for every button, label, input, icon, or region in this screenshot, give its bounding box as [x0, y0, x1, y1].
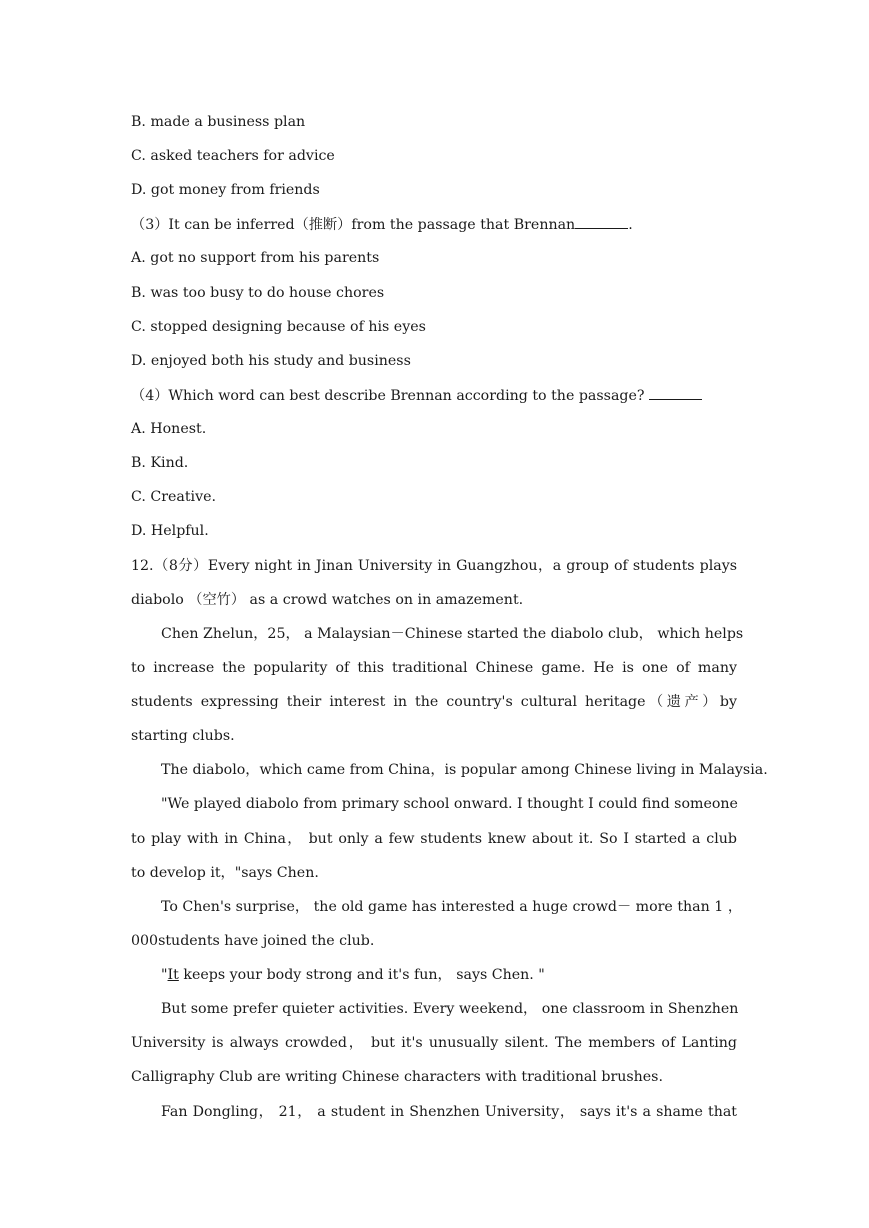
- quote-rest: keeps your body strong and it's fun， says Chen. ": [178, 967, 545, 983]
- q4-option-b: B. Kind.: [131, 455, 189, 471]
- quote-open: ": [161, 967, 168, 983]
- paragraph-line: Fan Dongling， 21， a student in Shenzhen University， says it's a shame that: [161, 1104, 737, 1120]
- q12-heading-cont: diabolo （空竹） as a crowd watches on in amazement.: [131, 592, 524, 608]
- paragraph-line: to develop it，"says Chen.: [131, 865, 319, 881]
- q4-stem: [131, 385, 737, 406]
- q3-option-c: C. stopped designing because of his eyes: [131, 319, 426, 335]
- paragraph-line: Chen Zhelun，25， a Malaysian－Chinese started the diabolo club， which helps: [161, 626, 744, 642]
- q3-option-b: B. was too busy to do house chores: [131, 285, 385, 301]
- paragraph-line: But some prefer quieter activities. Every weekend， one classroom in Shenzhen: [161, 1001, 739, 1017]
- q2-option-c: C. asked teachers for advice: [131, 148, 335, 164]
- q2-option-b: B. made a business plan: [131, 114, 306, 130]
- paragraph-line: 000students have joined the club.: [131, 933, 375, 949]
- answer-blank: [575, 214, 628, 229]
- paragraph-line: To Chen's surprise， the old game has interested a huge crowd－ more than 1 ，: [161, 899, 743, 915]
- paragraph-line: students expressing their interest in the country's cultural heritage（遗产）by: [131, 694, 737, 710]
- paragraph-line: to increase the popularity of this traditional Chinese game. He is one of many: [131, 660, 737, 676]
- q4-option-d: D. Helpful.: [131, 523, 209, 539]
- paragraph-line: Calligraphy Club are writing Chinese characters with traditional brushes.: [131, 1069, 663, 1085]
- q3-option-d: D. enjoyed both his study and business: [131, 353, 411, 369]
- paragraph-line: University is always crowded， but it's unusually silent. The members of Lanting: [131, 1035, 737, 1051]
- q3-stem-end: .: [628, 217, 633, 233]
- paragraph-line: "We played diabolo from primary school onward. I thought I could find someone: [161, 796, 738, 812]
- q3-option-a: A. got no support from his parents: [131, 250, 380, 266]
- q4-stem-text: （4）Which word can best describe Brennan according to the passage?: [131, 388, 645, 404]
- q4-option-c: C. Creative.: [131, 489, 217, 505]
- q12-heading: 12.（8分）Every night in Jinan University in Guangzhou，a group of students plays: [131, 558, 737, 574]
- paragraph-line: starting clubs.: [131, 728, 235, 744]
- paragraph-line: to play with in China， but only a few students knew about it. So I started a club: [131, 831, 737, 847]
- q3-stem-text: （3）It can be inferred（推断）from the passage that Brennan: [131, 217, 576, 233]
- q4-option-a: A. Honest.: [131, 421, 207, 437]
- underlined-word: It: [167, 967, 179, 983]
- q2-option-d: D. got money from friends: [131, 182, 320, 198]
- paragraph-line: The diabolo，which came from China，is popular among Chinese living in Malaysia.: [161, 762, 768, 778]
- q3-stem: [131, 214, 737, 235]
- answer-blank: [649, 385, 702, 400]
- quote-line: [161, 965, 737, 985]
